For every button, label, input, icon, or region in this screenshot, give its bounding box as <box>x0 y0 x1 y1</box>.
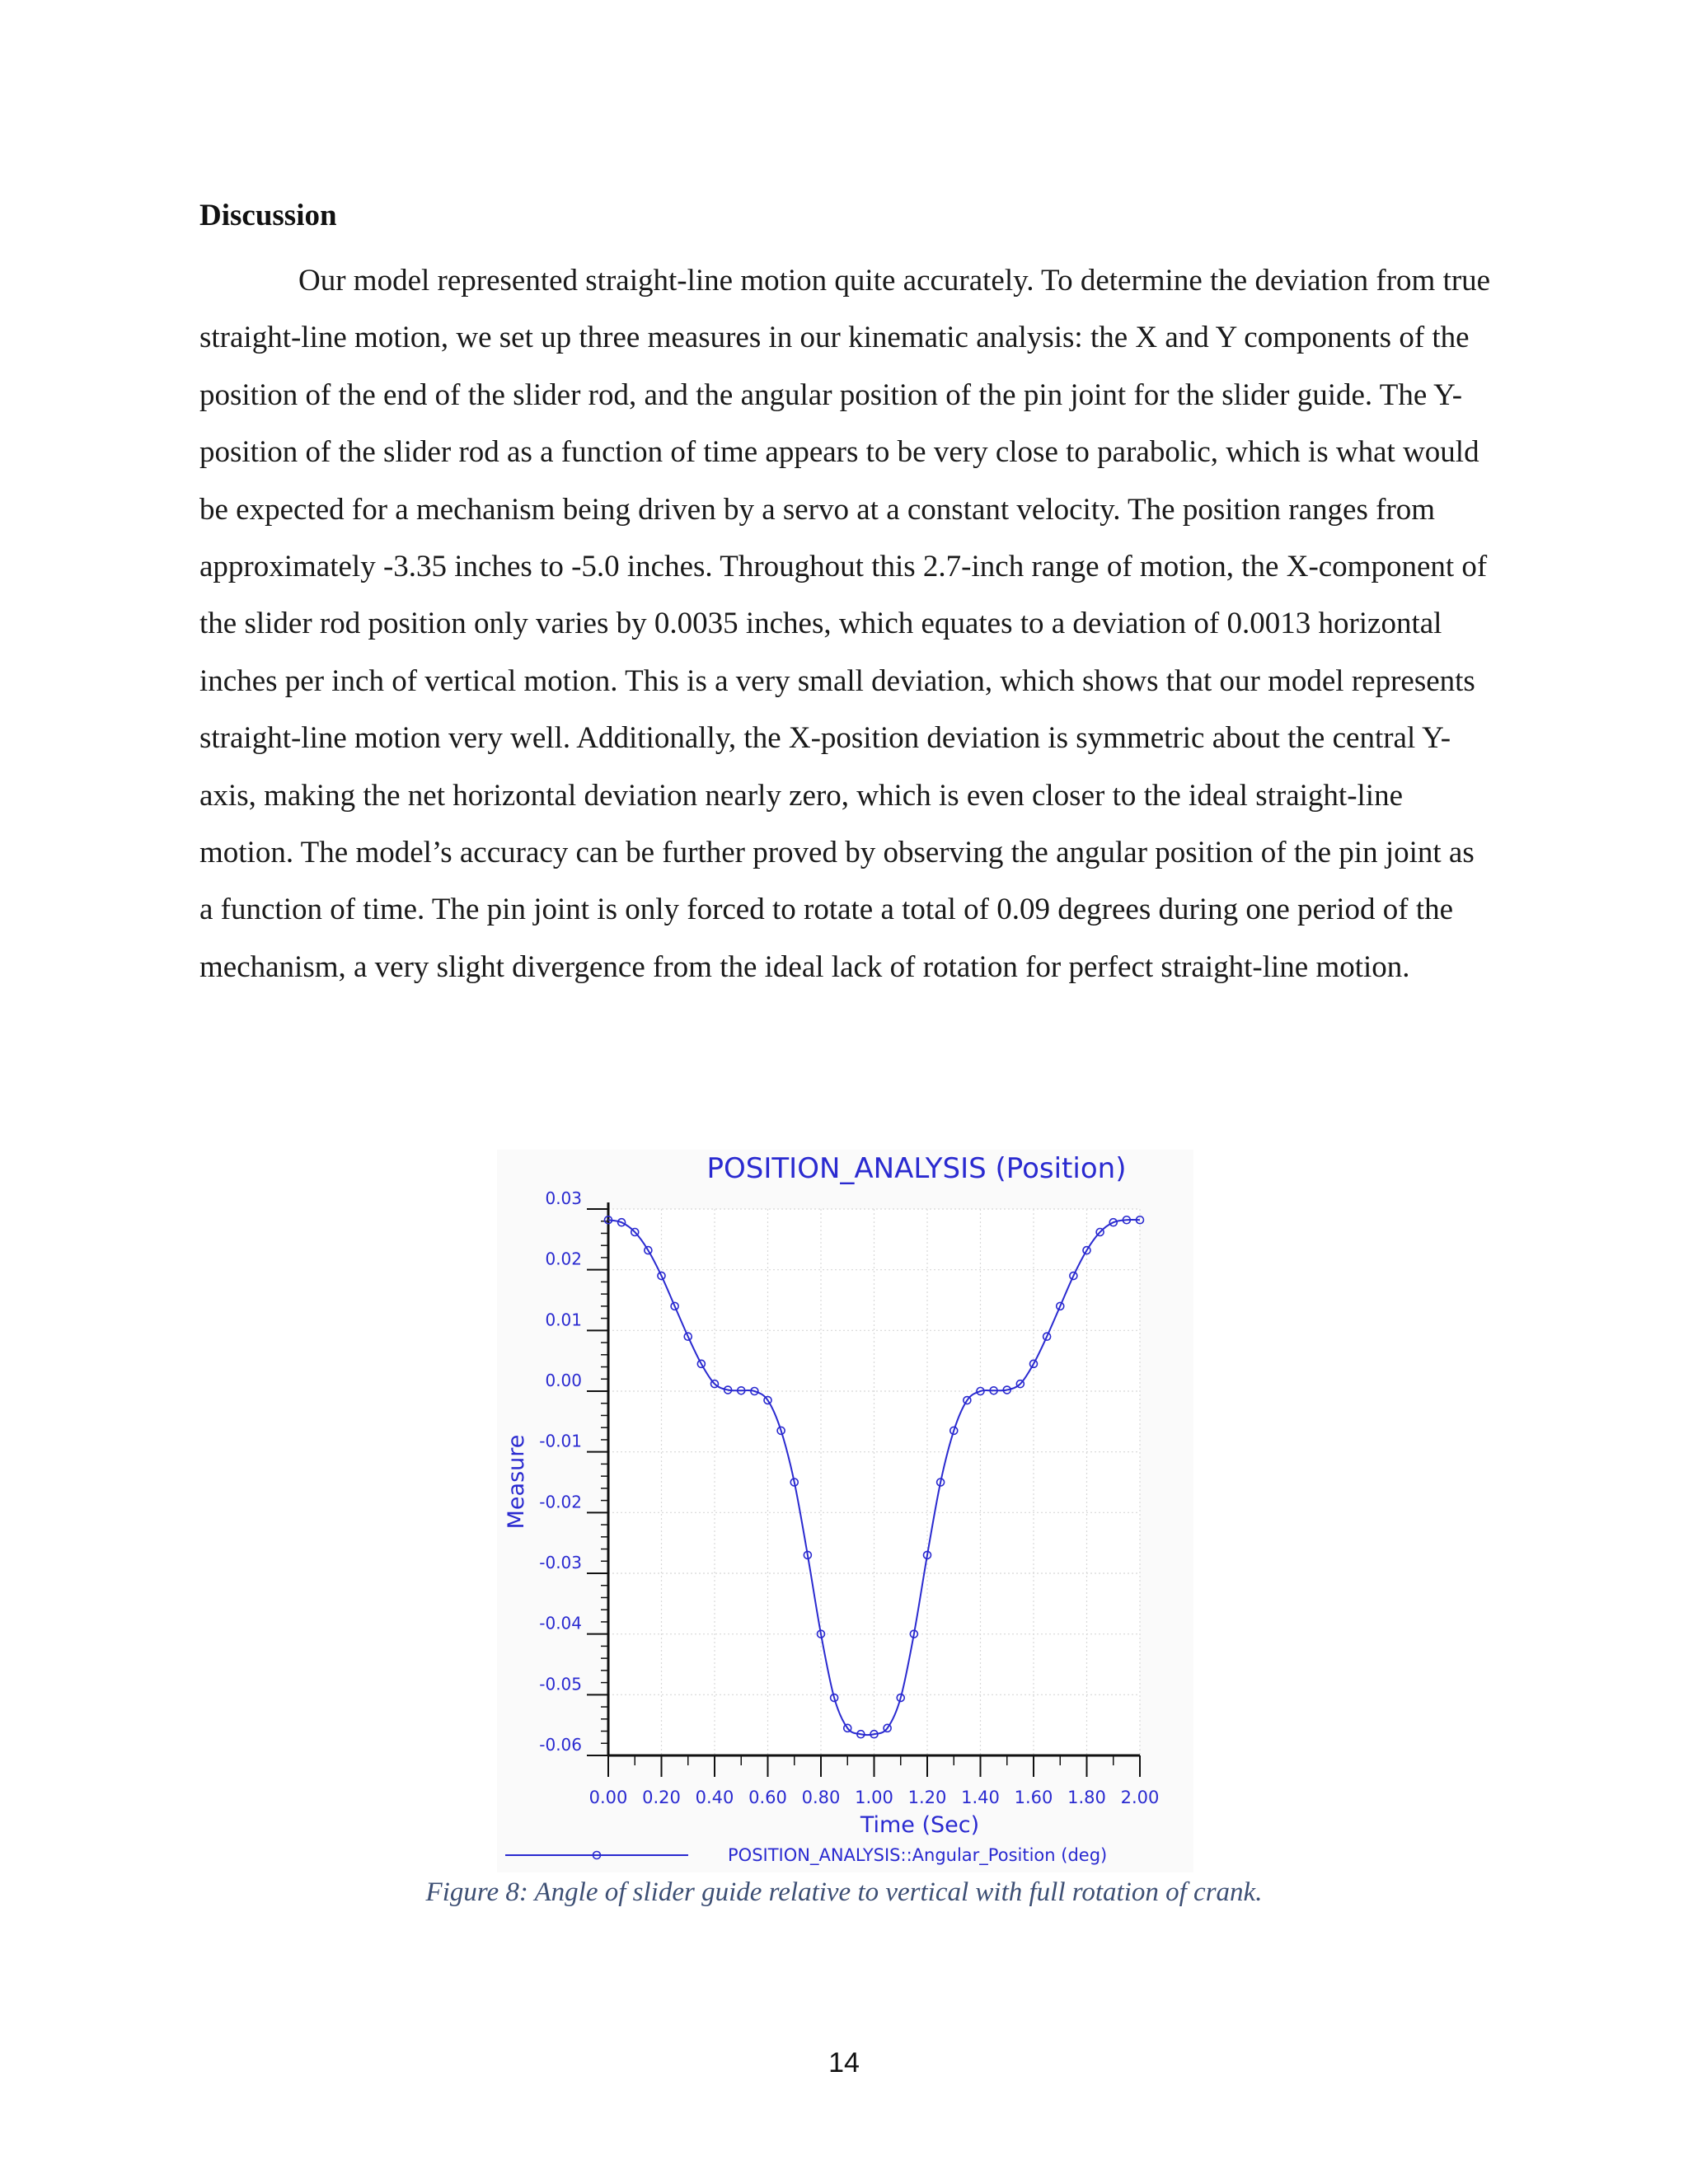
x-tick-label: 0.60 <box>748 1788 787 1807</box>
x-tick-label: 1.00 <box>855 1788 893 1807</box>
y-tick-label: -0.06 <box>539 1735 582 1755</box>
y-tick-label: -0.05 <box>539 1674 582 1694</box>
y-tick-label: 0.03 <box>545 1188 582 1208</box>
position-analysis-chart <box>497 1150 1193 1872</box>
section-heading: Discussion <box>199 199 337 232</box>
discussion-paragraph: Our model represented straight-line motion quite accurately. To determine the deviation from true straight-line motion, we set up three measures in our kinematic analysis: the X and Y components of the position of the end of the slider rod, and the angular position of the pin joint for the slider guide. The Y-position of the slider rod as a function of time appears to be very close to parabolic, which is what would be expected for a mechanism being driven by a servo at a constant velocity. The position ranges from approximately -3.35 inches to -5.0 inches. Throughout this 2.7-inch range of motion, the X-component of the slider rod position only varies by 0.0035 inches, which equates to a deviation of 0.0013 horizontal inches per inch of vertical motion. This is a very small deviation, which shows that our model represents straight-line motion very well. Additionally, the X-position deviation is symmetric about the central Y-axis, making the net horizontal deviation nearly zero, which is even closer to the ideal straight-line motion. The model’s accuracy can be further proved by observing the angular position of the pin joint as a function of time. The pin joint is only forced to rotate a total of 0.09 degrees during one period of the mechanism, a very slight divergence from the ideal lack of rotation for perfect straight-line motion. <box>199 264 1491 984</box>
x-tick-label: 1.20 <box>907 1788 947 1807</box>
y-tick-label: -0.02 <box>539 1492 582 1512</box>
figure-caption: Figure 8: Angle of slider guide relative to vertical with full rotation of crank. <box>425 1877 1263 1907</box>
y-tick-label: 0.01 <box>545 1310 582 1330</box>
figure-8 <box>497 1150 1193 1872</box>
x-tick-label: 0.40 <box>695 1788 734 1807</box>
y-tick-label: -0.01 <box>539 1431 582 1451</box>
y-tick-label: -0.03 <box>539 1553 582 1572</box>
x-tick-label: 1.80 <box>1067 1788 1106 1807</box>
y-tick-label: 0.00 <box>545 1371 582 1390</box>
x-tick-label: 1.60 <box>1014 1788 1053 1807</box>
x-tick-label: 0.00 <box>588 1788 628 1807</box>
y-tick-label: -0.04 <box>539 1613 582 1633</box>
chart-title: POSITION_ANALYSIS (Position) <box>706 1152 1127 1185</box>
x-tick-label: 2.00 <box>1120 1788 1160 1807</box>
page-number: 14 <box>828 2047 860 2079</box>
x-tick-label: 1.40 <box>961 1788 1000 1807</box>
y-axis-label: Measure <box>504 1434 529 1530</box>
x-tick-label: 0.20 <box>642 1788 681 1807</box>
y-tick-label: 0.02 <box>545 1249 582 1269</box>
legend-label: POSITION_ANALYSIS::Angular_Position (deg) <box>728 1845 1108 1865</box>
x-axis-label: Time (Sec) <box>860 1812 980 1838</box>
x-tick-label: 0.80 <box>801 1788 841 1807</box>
